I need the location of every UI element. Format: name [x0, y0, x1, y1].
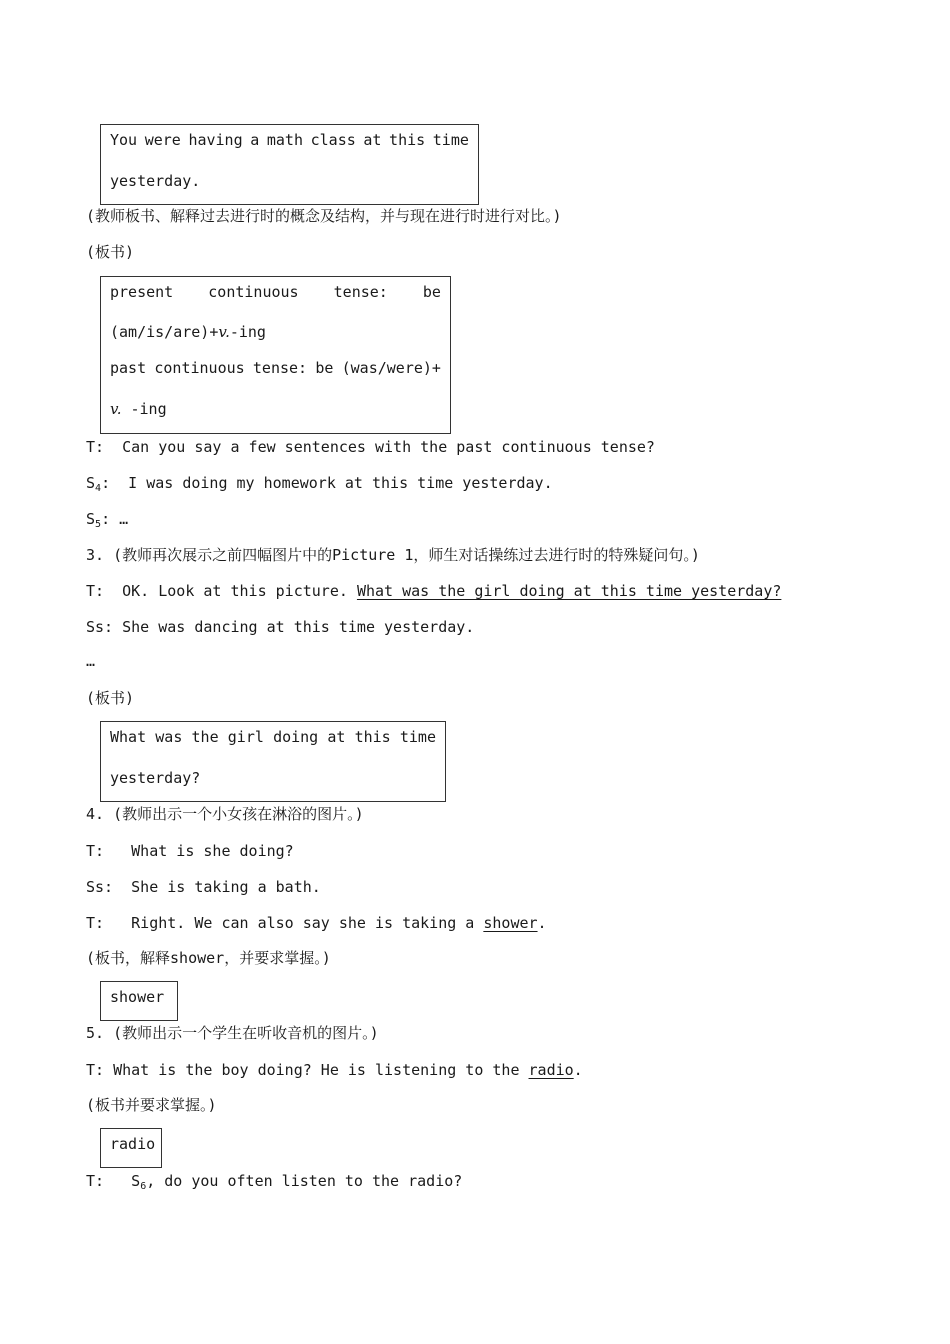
- board-box-radio: [100, 1128, 162, 1168]
- word: continuous: [208, 283, 299, 301]
- punctuation: .: [537, 914, 547, 932]
- dialogue-line: [86, 509, 128, 529]
- speaker: Ss:: [86, 618, 114, 636]
- utterance: S: [104, 1172, 141, 1190]
- utterance: : I was doing my homework at this time yesterday.: [101, 474, 553, 492]
- dialogue-line: [86, 877, 321, 897]
- board-label: (板书): [86, 243, 135, 261]
- formula-part: -ing: [121, 400, 167, 418]
- word: a: [250, 131, 260, 149]
- word: be: [315, 359, 334, 377]
- word: time: [432, 131, 469, 149]
- board-label: (板书，解释shower，并要求掌握。): [86, 949, 331, 967]
- board-line: [110, 130, 469, 150]
- speaker: T:: [86, 914, 105, 932]
- word: doing: [273, 728, 319, 746]
- word: girl: [227, 728, 264, 746]
- word: (was/were)+: [341, 359, 441, 377]
- board-line: [110, 358, 441, 378]
- board-line: [110, 399, 167, 419]
- utterance: She was dancing at this time yesterday.: [113, 618, 475, 636]
- word: tense:: [333, 283, 388, 301]
- speaker: S: [86, 474, 96, 492]
- dialogue-line: [86, 617, 474, 637]
- key-word: radio: [528, 1061, 574, 1079]
- board-line: yesterday?: [110, 769, 201, 787]
- board-line: [110, 282, 441, 302]
- punctuation: .: [573, 1061, 583, 1079]
- board-box-question: [100, 721, 446, 802]
- utterance: What is she doing?: [104, 842, 294, 860]
- word: past: [110, 359, 147, 377]
- speaker: S: [86, 510, 96, 528]
- utterance: , do you often listen to the radio?: [146, 1172, 463, 1190]
- utterance: OK. Look at this picture.: [104, 582, 357, 600]
- word: at: [363, 131, 382, 149]
- dialogue-line: [86, 437, 655, 457]
- speaker: T:: [86, 842, 105, 860]
- dialogue-line: [86, 841, 294, 861]
- word: this: [354, 728, 391, 746]
- dialogue-line: [86, 913, 547, 933]
- formula-part: -ing: [229, 323, 266, 341]
- formula-part: (am/is/are)+: [110, 323, 219, 341]
- speaker: Ss:: [86, 878, 114, 896]
- board-label: (板书): [86, 689, 135, 707]
- speaker-index: 6: [140, 1181, 147, 1192]
- board-box-tense-structure: [100, 276, 451, 434]
- utterance: Can you say a few sentences with the past continuous tense?: [104, 438, 655, 456]
- word: were: [144, 131, 181, 149]
- board-box-shower: [100, 981, 178, 1021]
- speaker-index: 5: [95, 519, 102, 530]
- speaker: T:: [86, 1061, 105, 1079]
- word: You: [110, 131, 138, 149]
- word: What: [110, 728, 147, 746]
- teacher-note: (教师板书、解释过去进行时的概念及结构，并与现在进行时进行对比。): [86, 207, 562, 225]
- board-line: [110, 322, 266, 342]
- board-label: (板书并要求掌握。): [86, 1096, 217, 1114]
- word: be: [422, 283, 441, 301]
- word: math: [266, 131, 303, 149]
- dialogue-line: [86, 473, 553, 493]
- word: this: [389, 131, 426, 149]
- ellipsis: …: [86, 652, 96, 670]
- dialogue-line: [86, 581, 781, 601]
- dialogue-line: [86, 1171, 462, 1191]
- word: time: [399, 728, 436, 746]
- utterance: She is taking a bath.: [113, 878, 321, 896]
- utterance: : …: [101, 510, 129, 528]
- word: was: [155, 728, 183, 746]
- board-word: radio: [110, 1135, 156, 1153]
- utterance: What is the boy doing? He is listening to the: [104, 1061, 529, 1079]
- utterance: Right. We can also say she is taking a: [104, 914, 484, 932]
- step-heading: 3. (教师再次展示之前四幅图片中的Picture 1，师生对话操练过去进行时的特殊疑问句。): [86, 546, 700, 564]
- step-heading: 4. (教师出示一个小女孩在淋浴的图片。): [86, 805, 364, 823]
- word: class: [310, 131, 356, 149]
- word: continuous: [154, 359, 245, 377]
- word: the: [191, 728, 219, 746]
- board-line: yesterday.: [110, 172, 201, 190]
- dialogue-line: [86, 1060, 583, 1080]
- board-word: shower: [110, 988, 165, 1006]
- key-sentence: What was the girl doing at this time yesterday?: [356, 582, 782, 600]
- speaker: T:: [86, 582, 105, 600]
- speaker-index: 4: [95, 483, 102, 494]
- word: present: [110, 283, 174, 301]
- word: at: [327, 728, 346, 746]
- word: tense:: [252, 359, 308, 377]
- key-word: shower: [483, 914, 538, 932]
- board-box-sentence: [100, 124, 479, 205]
- board-line: [110, 727, 436, 747]
- step-heading: 5. (教师出示一个学生在听收音机的图片。): [86, 1024, 379, 1042]
- speaker: T:: [86, 1172, 105, 1190]
- word: having: [188, 131, 243, 149]
- verb-abbr: v.: [110, 400, 122, 418]
- speaker: T:: [86, 438, 105, 456]
- verb-abbr: v.: [218, 323, 230, 341]
